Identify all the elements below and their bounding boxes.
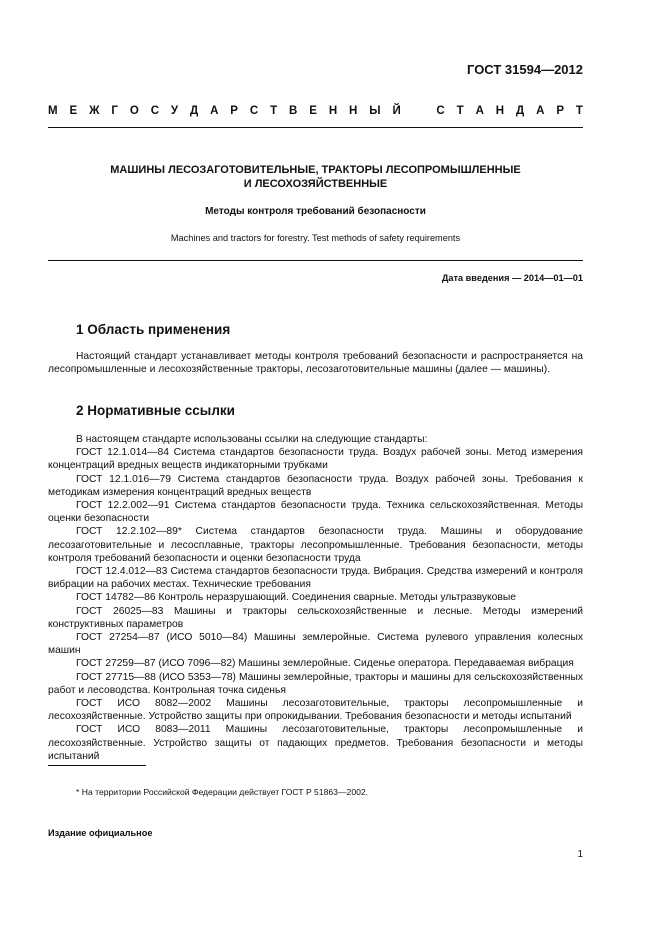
- heading-letter: Д: [189, 105, 199, 117]
- heading-letter: Е: [309, 105, 317, 117]
- heading-letter: Д: [516, 105, 525, 117]
- section-2-heading: 2 Нормативные ссылки: [76, 403, 235, 418]
- heading-letter: О: [129, 105, 139, 117]
- heading-letter: Г: [111, 105, 118, 117]
- references-intro: В настоящем стандарте использованы ссылки на следующие стандарты:: [76, 434, 428, 445]
- heading-letter: А: [536, 105, 545, 117]
- heading-letter: В: [289, 105, 298, 117]
- document-subtitle: Методы контроля требований безопасности: [205, 206, 426, 217]
- document-code: ГОСТ 31594—2012: [467, 62, 583, 77]
- heading-letter: Й: [392, 105, 401, 117]
- english-title: Machines and tractors for forestry. Test methods of safety requirements: [170, 233, 461, 243]
- section-1-heading: 1 Область применения: [76, 322, 231, 337]
- heading-letter: Н: [349, 105, 358, 117]
- heading-letter: Ж: [89, 105, 100, 117]
- heading-letter: С: [249, 105, 259, 117]
- interstate-standard-heading: [48, 105, 583, 117]
- reference-item: ГОСТ 12.2.002—91 Система стандартов безопасности труда. Техника сельскохозяйственная. Методы оценки безопасности: [48, 500, 583, 525]
- title-bottom-rule: [48, 260, 583, 261]
- page-number: 1: [577, 849, 583, 860]
- reference-item: ГОСТ 26025—83 Машины и тракторы сельскохозяйственные и лесные. Методы измерений конструктивных параметров: [48, 605, 583, 630]
- footnote: * На территории Российской Федерации действует ГОСТ Р 51863—2002.: [76, 787, 369, 797]
- heading-letter: Т: [575, 105, 583, 117]
- heading-letter: Ы: [369, 105, 381, 117]
- heading-letter: Е: [69, 105, 78, 117]
- footnote-separator: [48, 765, 146, 766]
- heading-letter: Р: [230, 105, 238, 117]
- heading-letter: Н: [328, 105, 338, 117]
- heading-letter: Н: [495, 105, 505, 117]
- reference-item: ГОСТ 27715—88 (ИСО 5353—78) Машины землеройные, тракторы и машины для сельскохозяйственных работ и лесоводства. Контрольная точка сиденья: [48, 671, 583, 696]
- reference-item: ГОСТ 12.2.102—89* Система стандартов безопасности труда. Машины и оборудование лесозаготовительные и лесосплавные, тракторы лесопромышленные. Требования безопасности, методы контроля требований безопасности и оценки безопасности труда: [48, 526, 583, 564]
- heading-letter: Т: [456, 105, 464, 117]
- introduction-date: Дата введения — 2014—01—01: [441, 273, 583, 283]
- reference-item: ГОСТ 27259—87 (ИСО 7096—82) Машины землеройные. Сиденье оператора. Передаваемая вибрация: [76, 658, 574, 670]
- heading-letter: С: [436, 105, 445, 117]
- top-rule: [48, 127, 583, 128]
- section-2-text: [48, 433, 583, 763]
- reference-item: ГОСТ 12.1.016—79 Система стандартов безопасности труда. Воздух рабочей зоны. Требования к методикам измерения концентраций вредных веществ: [48, 473, 583, 498]
- heading-letter: М: [48, 105, 58, 117]
- section-1-paragraph: Настоящий стандарт устанавливает методы контроля требований безопасности и распространяется на лесопромышленные и лесохозяйственные тракторы, лесозаготовительные машины (далее — машины).: [48, 351, 583, 376]
- document-title: [48, 163, 583, 191]
- reference-item: ГОСТ ИСО 8083—2011 Машины лесозаготовительные, тракторы лесопромышленные и лесохозяйственные. Устройство защиты от падающих предметов. Требования безопасности и методы испытаний: [48, 724, 583, 762]
- reference-item: ГОСТ 12.4.012—83 Система стандартов безопасности труда. Вибрация. Средства измерений и контроля вибрации на рабочих местах. Технические требования: [48, 566, 583, 591]
- title-line-1: МАШИНЫ ЛЕСОЗАГОТОВИТЕЛЬНЫЕ, ТРАКТОРЫ ЛЕСОПРОМЫШЛЕННЫЕ: [110, 164, 521, 176]
- heading-letter: Т: [270, 105, 278, 117]
- heading-letter: А: [210, 105, 219, 117]
- heading-letter: Р: [556, 105, 565, 117]
- title-line-2: И ЛЕСОХОЗЯЙСТВЕННЫЕ: [243, 178, 388, 190]
- section-1-text: [48, 350, 583, 376]
- heading-letter: А: [475, 105, 484, 117]
- edition-label: Издание официальное: [48, 828, 153, 838]
- reference-item: ГОСТ 27254—87 (ИСО 5010—84) Машины землеройные. Система рулевого управления колесных машин: [48, 632, 583, 657]
- heading-letter: У: [170, 105, 179, 117]
- heading-letter: С: [150, 105, 159, 117]
- reference-item: ГОСТ 14782—86 Контроль неразрушающий. Соединения сварные. Методы ультразвуковые: [76, 592, 516, 604]
- reference-item: ГОСТ ИСО 8082—2002 Машины лесозаготовительные, тракторы лесопромышленные и лесохозяйственные. Устройство защиты при опрокидывании. Требования безопасности и методы испытаний: [48, 698, 583, 723]
- reference-item: ГОСТ 12.1.014—84 Система стандартов безопасности труда. Воздух рабочей зоны. Метод измерения концентраций вредных веществ индикаторными трубками: [48, 447, 583, 472]
